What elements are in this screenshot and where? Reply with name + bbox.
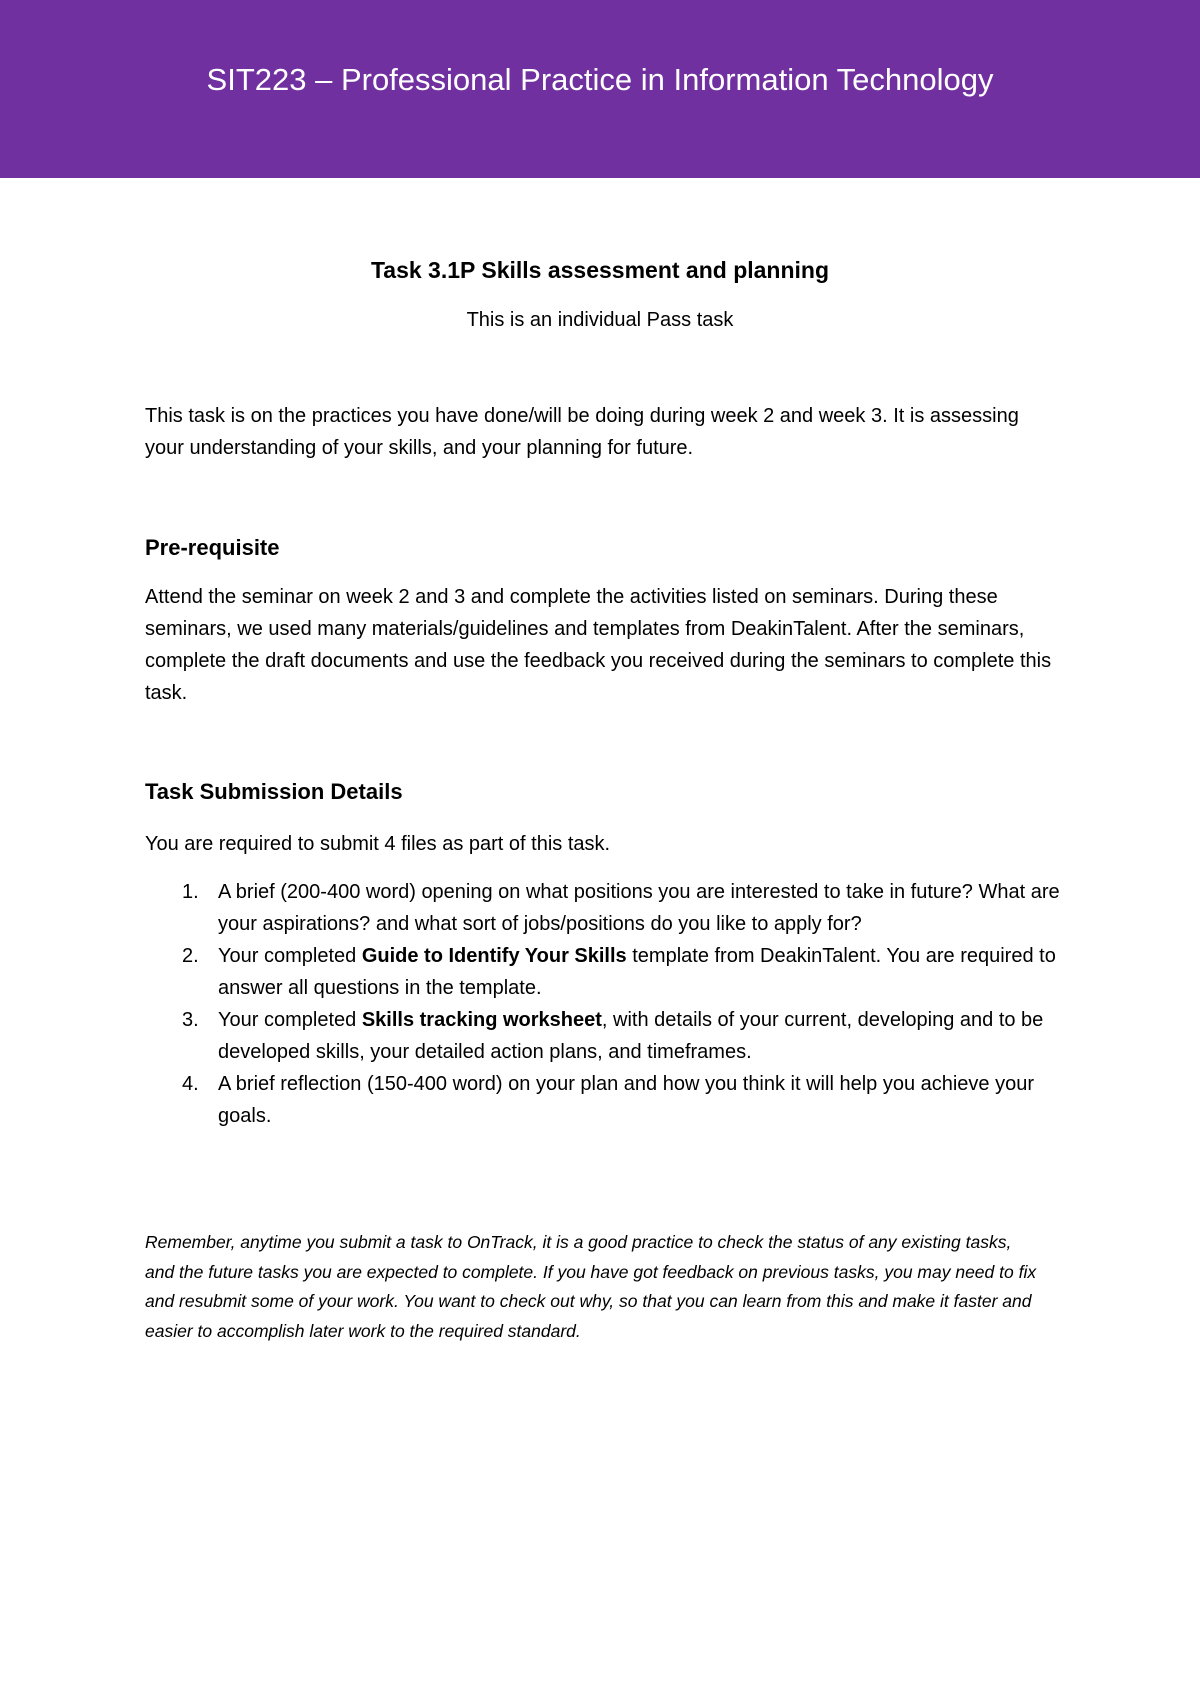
- list-item-bold-text: Guide to Identify Your Skills: [361, 945, 627, 967]
- list-item: [145, 1004, 1060, 1068]
- submission-list: [145, 876, 1060, 1132]
- list-item-number: 4.: [182, 1073, 199, 1095]
- list-item-number: 2.: [182, 945, 199, 967]
- list-item: [145, 940, 1060, 1004]
- task-subtitle: This is an individual Pass task: [466, 309, 734, 331]
- list-item: [145, 1068, 1060, 1132]
- list-item-text-before: Your completed: [218, 1009, 362, 1031]
- submission-intro: You are required to submit 4 files as part of this task.: [145, 833, 611, 855]
- list-item-number: 1.: [182, 881, 199, 903]
- list-item-bold-text: Skills tracking worksheet: [361, 1009, 602, 1031]
- list-item-text-after: , with details of your current, developing and to be developed skills, your detailed action plans, and timeframes.: [218, 1009, 1044, 1063]
- list-item-text-after: template from DeakinTalent. You are required to answer all questions in the template.: [218, 945, 1056, 999]
- reminder-note: Remember, anytime you submit a task to OnTrack, it is a good practice to check the status of any existing tasks, and the future tasks you are expected to complete. If you have got feedback on previous tasks, you may need to fix and resubmit some of your work. You want to check out why, so that you can learn from this and make it faster and easier to accomplish later work to the required standard.: [145, 1232, 1037, 1341]
- list-item: [145, 876, 1060, 940]
- submission-heading: Task Submission Details: [145, 779, 403, 804]
- list-item-text: A brief (200-400 word) opening on what positions you are interested to take in future? What are your aspirations? and what sort of jobs/positions do you like to apply for?: [218, 881, 1060, 935]
- list-item-text-before: Your completed: [218, 945, 362, 967]
- list-item-number: 3.: [182, 1009, 199, 1031]
- list-item-text: A brief reflection (150-400 word) on your plan and how you think it will help you achieve your goals.: [218, 1073, 1035, 1127]
- prerequisite-body: Attend the seminar on week 2 and 3 and complete the activities listed on seminars. During these seminars, we used many materials/guidelines and templates from DeakinTalent. After the seminars, complete the draft documents and use the feedback you received during the seminars to complete this task.: [145, 586, 1052, 704]
- unit-title: SIT223 – Professional Practice in Information Technology: [206, 62, 994, 97]
- task-intro: This task is on the practices you have done/will be doing during week 2 and week 3. It is assessing your understanding of your skills, and your planning for future.: [145, 405, 1019, 459]
- task-title: Task 3.1P Skills assessment and planning: [370, 257, 830, 283]
- header-banner: [0, 0, 1200, 178]
- prerequisite-heading: Pre-requisite: [145, 535, 280, 560]
